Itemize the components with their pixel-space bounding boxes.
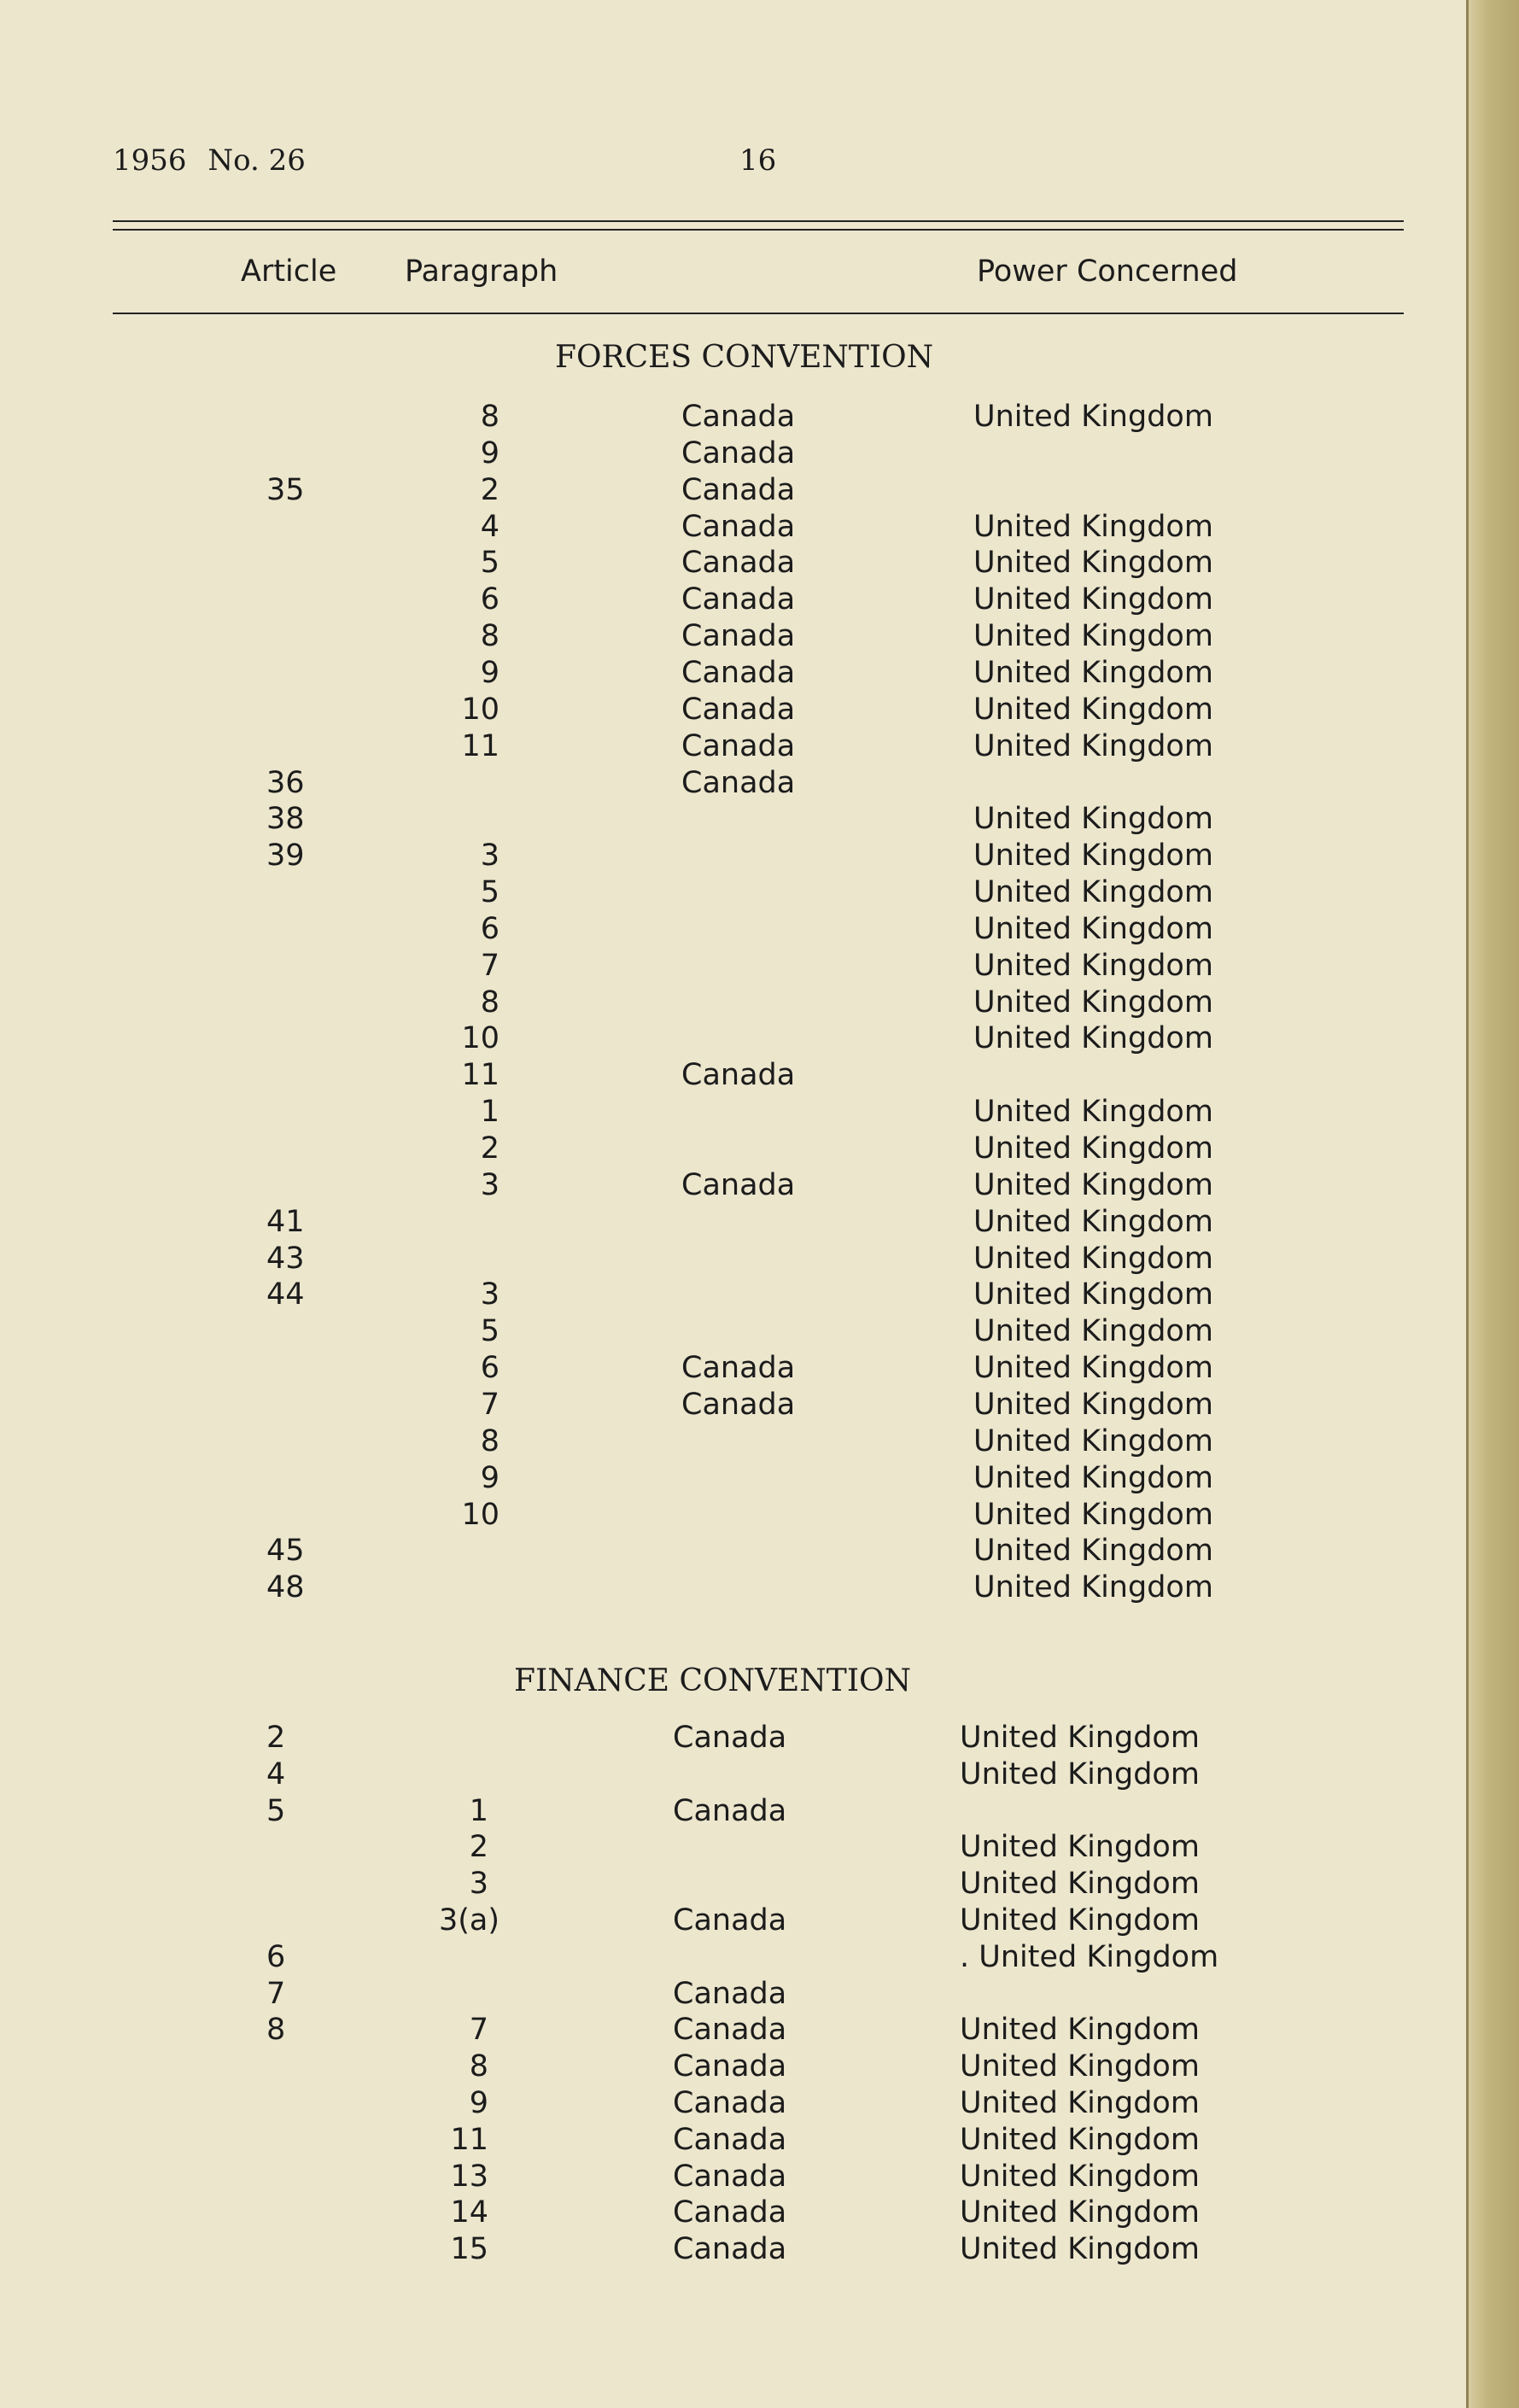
power-cell: United Kingdom xyxy=(960,2049,1200,2084)
power-cell: United Kingdom xyxy=(973,728,1213,763)
finance-table-row xyxy=(0,2049,1452,2085)
page-number: 16 xyxy=(739,143,777,178)
finance-table-row xyxy=(0,1794,1452,1830)
canada-cell: Canada xyxy=(681,1351,796,1386)
paragraph-cell: 5 xyxy=(480,546,500,581)
paragraph-cell: 10 xyxy=(461,1497,500,1532)
canada-cell: Canada xyxy=(681,1058,796,1093)
finance-table-row xyxy=(0,1757,1452,1793)
finance-table-row xyxy=(0,2195,1452,2231)
forces-table-row xyxy=(0,1424,1452,1460)
paragraph-cell: 1 xyxy=(469,1793,488,1828)
canada-cell: Canada xyxy=(681,400,796,434)
forces-table-row xyxy=(0,693,1452,728)
article-cell: 7 xyxy=(266,1976,286,2011)
paragraph-cell: 9 xyxy=(480,435,500,470)
paragraph-cell: 5 xyxy=(480,875,500,910)
paragraph-cell: 3 xyxy=(480,1277,500,1312)
article-cell: 41 xyxy=(266,1204,305,1239)
canada-cell: Canada xyxy=(681,1167,796,1202)
paragraph-cell: 3 xyxy=(480,839,500,874)
canada-cell: Canada xyxy=(673,2013,787,2048)
finance-table-row xyxy=(0,1940,1452,1976)
article-cell: 48 xyxy=(266,1570,305,1605)
article-cell: 44 xyxy=(266,1277,305,1312)
paragraph-cell: 9 xyxy=(469,2086,488,2120)
power-cell: United Kingdom xyxy=(973,1314,1213,1349)
canada-cell: Canada xyxy=(673,1721,787,1755)
forces-table-row xyxy=(0,1058,1452,1094)
power-cell: United Kingdom xyxy=(973,911,1213,946)
forces-table-row xyxy=(0,839,1452,874)
forces-table-row xyxy=(0,949,1452,985)
finance-table-row xyxy=(0,2160,1452,2195)
paragraph-cell: 3(a) xyxy=(438,1903,500,1938)
header-year: 1956 xyxy=(113,143,187,178)
forces-convention-title: FORCES CONVENTION xyxy=(555,340,934,375)
paragraph-cell: 13 xyxy=(450,2159,488,2194)
paragraph-cell: 6 xyxy=(480,1351,500,1386)
power-cell: United Kingdom xyxy=(960,2159,1200,2194)
power-cell: United Kingdom xyxy=(960,2122,1200,2157)
paragraph-cell: 7 xyxy=(480,948,500,983)
power-cell: United Kingdom xyxy=(973,1570,1213,1605)
canada-cell: Canada xyxy=(673,2122,787,2157)
article-cell: 2 xyxy=(266,1721,286,1755)
paragraph-cell: 8 xyxy=(480,619,500,654)
column-header-power: Power Concerned xyxy=(977,254,1238,289)
power-cell: United Kingdom xyxy=(973,1534,1213,1569)
power-cell: United Kingdom xyxy=(973,802,1213,837)
article-cell: 8 xyxy=(266,2013,286,2048)
forces-table-row xyxy=(0,1570,1452,1606)
power-cell: United Kingdom xyxy=(973,875,1213,910)
forces-table-row xyxy=(0,1498,1452,1534)
header-rule xyxy=(113,313,1404,314)
power-cell: United Kingdom xyxy=(973,509,1213,544)
power-cell: United Kingdom xyxy=(973,692,1213,727)
forces-table-row xyxy=(0,400,1452,435)
power-cell: United Kingdom xyxy=(973,1387,1213,1422)
power-cell: United Kingdom xyxy=(973,1167,1213,1202)
forces-table-row xyxy=(0,1534,1452,1569)
canada-cell: Canada xyxy=(673,2159,787,2194)
canada-cell: Canada xyxy=(681,619,796,654)
canada-cell: Canada xyxy=(681,765,796,800)
paragraph-cell: 6 xyxy=(480,911,500,946)
forces-table-row xyxy=(0,912,1452,948)
article-cell: 35 xyxy=(266,472,305,507)
paragraph-cell: 10 xyxy=(461,1021,500,1056)
finance-table-row xyxy=(0,2013,1452,2049)
power-cell: United Kingdom xyxy=(973,1460,1213,1495)
power-cell: . United Kingdom xyxy=(960,1939,1219,1974)
forces-table-row xyxy=(0,1277,1452,1313)
power-cell: United Kingdom xyxy=(960,1830,1200,1865)
power-cell: United Kingdom xyxy=(973,400,1213,434)
paragraph-cell: 9 xyxy=(480,655,500,690)
power-cell: United Kingdom xyxy=(973,948,1213,983)
canada-cell: Canada xyxy=(681,509,796,544)
power-cell: United Kingdom xyxy=(960,2013,1200,2048)
power-cell: United Kingdom xyxy=(960,1721,1200,1755)
power-cell: United Kingdom xyxy=(960,1756,1200,1791)
power-cell: United Kingdom xyxy=(973,1497,1213,1532)
canada-cell: Canada xyxy=(673,1976,787,2011)
canada-cell: Canada xyxy=(673,2049,787,2084)
paragraph-cell: 4 xyxy=(480,509,500,544)
paragraph-cell: 8 xyxy=(480,400,500,434)
power-cell: United Kingdom xyxy=(960,2086,1200,2120)
forces-table-row xyxy=(0,1021,1452,1057)
forces-table-row xyxy=(0,1131,1452,1167)
forces-table-row xyxy=(0,766,1452,802)
forces-table-row xyxy=(0,1388,1452,1423)
forces-table-row xyxy=(0,619,1452,655)
forces-table-row xyxy=(0,985,1452,1021)
finance-table-row xyxy=(0,1903,1452,1939)
canada-cell: Canada xyxy=(681,692,796,727)
finance-convention-title: FINANCE CONVENTION xyxy=(514,1663,912,1698)
finance-table-row xyxy=(0,1830,1452,1866)
canada-cell: Canada xyxy=(681,655,796,690)
paragraph-cell: 9 xyxy=(480,1460,500,1495)
forces-table-row xyxy=(0,875,1452,911)
canada-cell: Canada xyxy=(681,582,796,617)
finance-table-row xyxy=(0,1867,1452,1902)
article-cell: 6 xyxy=(266,1939,286,1974)
power-cell: United Kingdom xyxy=(960,2232,1200,2267)
article-cell: 36 xyxy=(266,765,305,800)
paragraph-cell: 14 xyxy=(450,2195,488,2230)
column-header-article: Article xyxy=(241,254,337,289)
power-cell: United Kingdom xyxy=(960,1867,1200,1902)
article-cell: 39 xyxy=(266,839,305,874)
column-header-paragraph: Paragraph xyxy=(405,254,558,289)
power-cell: United Kingdom xyxy=(973,582,1213,617)
power-cell: United Kingdom xyxy=(973,1095,1213,1130)
forces-table-row xyxy=(0,1351,1452,1387)
article-cell: 38 xyxy=(266,802,305,837)
forces-table-row xyxy=(0,1314,1452,1350)
paragraph-cell: 6 xyxy=(480,582,500,617)
paragraph-cell: 15 xyxy=(450,2232,488,2267)
paragraph-cell: 5 xyxy=(480,1314,500,1349)
power-cell: United Kingdom xyxy=(973,619,1213,654)
canada-cell: Canada xyxy=(673,1793,787,1828)
paragraph-cell: 8 xyxy=(469,2049,488,2084)
finance-table-row xyxy=(0,1977,1452,2013)
power-cell: United Kingdom xyxy=(973,1277,1213,1312)
forces-table-row xyxy=(0,1095,1452,1131)
forces-table-row xyxy=(0,546,1452,582)
article-cell: 5 xyxy=(266,1793,286,1828)
canada-cell: Canada xyxy=(681,728,796,763)
forces-table-row xyxy=(0,802,1452,838)
canada-cell: Canada xyxy=(673,1903,787,1938)
paragraph-cell: 11 xyxy=(461,728,500,763)
power-cell: United Kingdom xyxy=(973,985,1213,1020)
finance-table-row xyxy=(0,2123,1452,2159)
finance-table-row xyxy=(0,1721,1452,1756)
power-cell: United Kingdom xyxy=(973,655,1213,690)
paragraph-cell: 3 xyxy=(469,1867,488,1902)
forces-table-row xyxy=(0,1168,1452,1204)
finance-table-row xyxy=(0,2232,1452,2268)
canada-cell: Canada xyxy=(673,2232,787,2267)
power-cell: United Kingdom xyxy=(973,1423,1213,1458)
paragraph-cell: 1 xyxy=(480,1095,500,1130)
canada-cell: Canada xyxy=(673,2195,787,2230)
canada-cell: Canada xyxy=(681,1387,796,1422)
canada-cell: Canada xyxy=(681,546,796,581)
paragraph-cell: 11 xyxy=(450,2122,488,2157)
canada-cell: Canada xyxy=(681,435,796,470)
forces-table-row xyxy=(0,1461,1452,1497)
paragraph-cell: 7 xyxy=(480,1387,500,1422)
forces-table-row xyxy=(0,510,1452,546)
power-cell: United Kingdom xyxy=(973,1204,1213,1239)
forces-table-row xyxy=(0,1205,1452,1241)
forces-table-row xyxy=(0,656,1452,692)
power-cell: United Kingdom xyxy=(960,1903,1200,1938)
paragraph-cell: 10 xyxy=(461,692,500,727)
paragraph-cell: 2 xyxy=(480,1131,500,1166)
power-cell: United Kingdom xyxy=(973,546,1213,581)
article-cell: 45 xyxy=(266,1534,305,1569)
paragraph-cell: 2 xyxy=(480,472,500,507)
article-cell: 4 xyxy=(266,1756,286,1791)
power-cell: United Kingdom xyxy=(973,839,1213,874)
top-double-rule xyxy=(113,220,1404,231)
canada-cell: Canada xyxy=(673,2086,787,2120)
power-cell: United Kingdom xyxy=(973,1021,1213,1056)
power-cell: United Kingdom xyxy=(973,1351,1213,1386)
forces-table-row xyxy=(0,1242,1452,1277)
power-cell: United Kingdom xyxy=(960,2195,1200,2230)
header-number: No. 26 xyxy=(207,143,306,178)
page-header xyxy=(113,143,306,178)
canada-cell: Canada xyxy=(681,472,796,507)
finance-table-row xyxy=(0,2086,1452,2122)
paragraph-cell: 8 xyxy=(480,985,500,1020)
paragraph-cell: 8 xyxy=(480,1423,500,1458)
forces-table-row xyxy=(0,473,1452,509)
power-cell: United Kingdom xyxy=(973,1131,1213,1166)
forces-table-row xyxy=(0,582,1452,618)
page-edge xyxy=(1466,0,1519,2408)
forces-table-row xyxy=(0,729,1452,765)
paragraph-cell: 3 xyxy=(480,1167,500,1202)
paragraph-cell: 7 xyxy=(469,2013,488,2048)
article-cell: 43 xyxy=(266,1241,305,1276)
forces-table-row xyxy=(0,436,1452,472)
paragraph-cell: 2 xyxy=(469,1830,488,1865)
paragraph-cell: 11 xyxy=(461,1058,500,1093)
power-cell: United Kingdom xyxy=(973,1241,1213,1276)
